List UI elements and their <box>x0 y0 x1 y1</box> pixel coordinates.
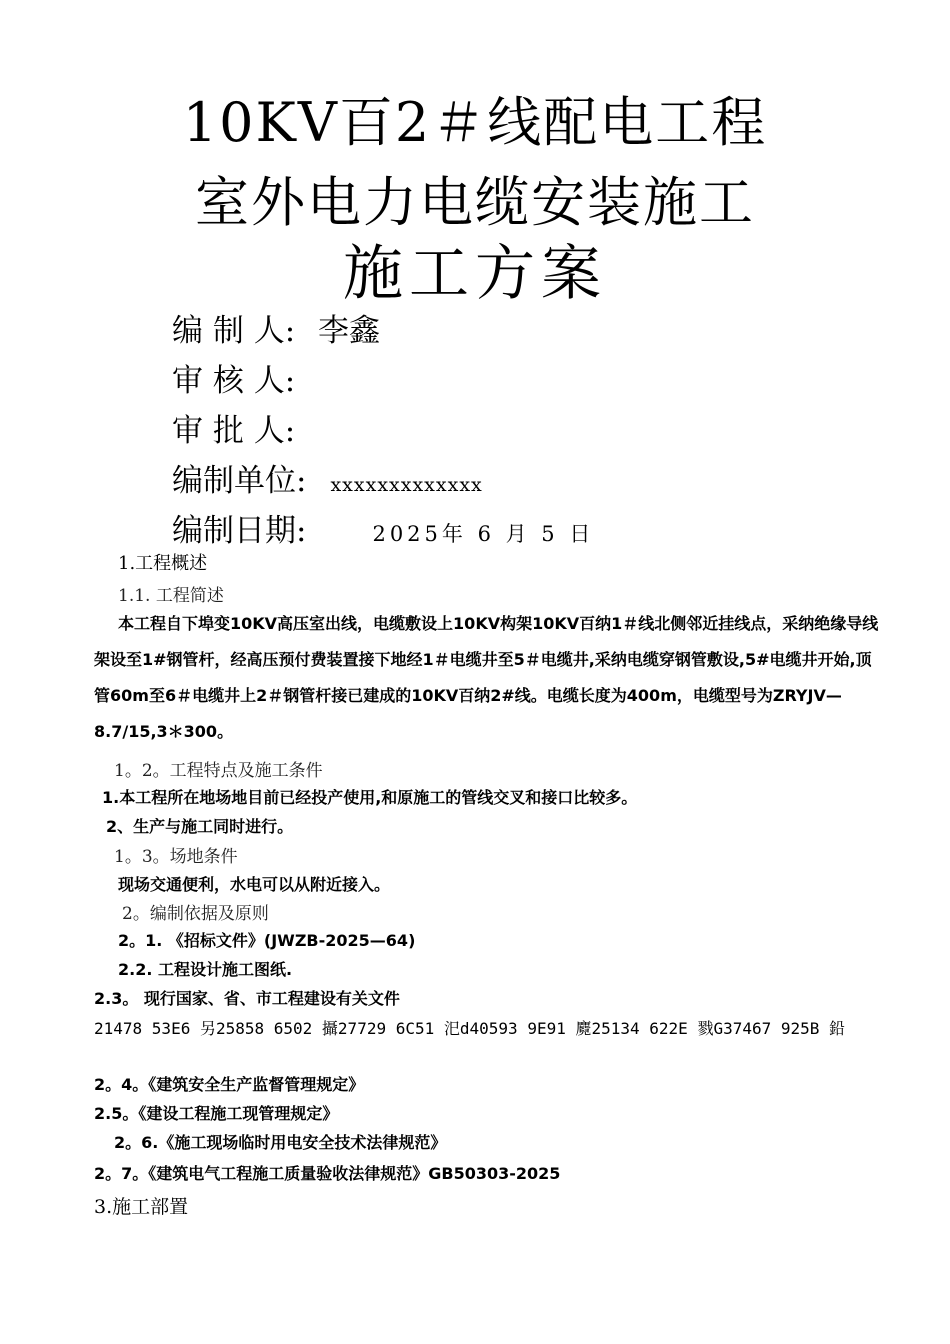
basis-item-6: 2。6.《施工现场临时用电安全技术法律规范》 <box>114 1133 447 1152</box>
author-value: 李鑫 <box>318 313 380 349</box>
section-1-3-heading: 1。3。场地条件 <box>114 847 238 867</box>
garbled-code-line: 21478 53E6 另25858 6502 攝27729 6C51 汜d40593 9E91 麑25134 622E 戮G37467 925B 鉛 <box>94 1019 846 1038</box>
author-label: 编 制 人: <box>172 313 296 349</box>
reviewer-row <box>172 355 318 400</box>
date-value: 2025年 6 月 5 日 <box>372 522 595 546</box>
basis-item-5: 2.5。《建设工程施工现管理规定》 <box>94 1104 339 1123</box>
unit-label: 编制单位: <box>172 463 307 499</box>
unit-value: xxxxxxxxxxxxx <box>330 474 483 496</box>
basis-item-2: 2.2. 工程设计施工图纸. <box>118 960 293 979</box>
basis-item-3: 2.3。 现行国家、省、市工程建设有关文件 <box>94 989 400 1008</box>
section-3-heading: 3.施工部置 <box>94 1196 189 1218</box>
approver-label: 审 批 人: <box>172 413 296 449</box>
approver-row <box>172 405 318 450</box>
reviewer-label: 审 核 人: <box>172 363 296 399</box>
unit-row <box>172 455 483 500</box>
condition-item-2: 2、生产与施工同时进行。 <box>106 817 294 836</box>
condition-item-1: 1.本工程所在地场地目前已经投产使用,和原施工的管线交叉和接口比较多。 <box>102 788 638 807</box>
title-line-2: 室外电力电缆安装施工 <box>195 171 755 234</box>
site-condition-text: 现场交通便利，水电可以从附近接入。 <box>118 875 391 894</box>
section-2-heading: 2。编制依据及原则 <box>122 904 269 924</box>
author-row <box>172 305 380 350</box>
basis-item-4: 2。4。《建筑安全生产监督管理规定》 <box>94 1075 365 1094</box>
basis-item-1: 2。1. 《招标文件》(JWZB-2025—64) <box>118 931 416 950</box>
section-1-heading: 1.工程概述 <box>118 553 208 574</box>
title-line-3: 施工方案 <box>343 239 607 309</box>
title-line-1: 10KV百2＃线配电工程 <box>182 91 768 154</box>
section-1-2-heading: 1。2。工程特点及施工条件 <box>114 761 323 781</box>
overview-paragraph: 本工程自下埠变10KV高压室出线，电缆敷设上10KV构架10KV百纳1＃线北侧邻近挂线点，采纳绝缘导线架设至1#钢管杆，经高压预付费装置接下地经1＃电缆井至5＃电缆井,采纳电缆穿钢管敷设,5#电缆井开始,顶管60m至6＃电缆井上2＃钢管杆接已建成的10KV百纳2#线。电缆长度为400m，电缆型号为ZRYJV—8.7/15,3＊300。 <box>94 614 879 741</box>
basis-item-7: 2。7。《建筑电气工程施工质量验收法律规范》GB50303-2025 <box>94 1164 561 1183</box>
date-row <box>172 505 594 550</box>
section-1-1-heading: 1.1. 工程简述 <box>118 586 224 606</box>
date-label: 编制日期: <box>172 513 307 549</box>
